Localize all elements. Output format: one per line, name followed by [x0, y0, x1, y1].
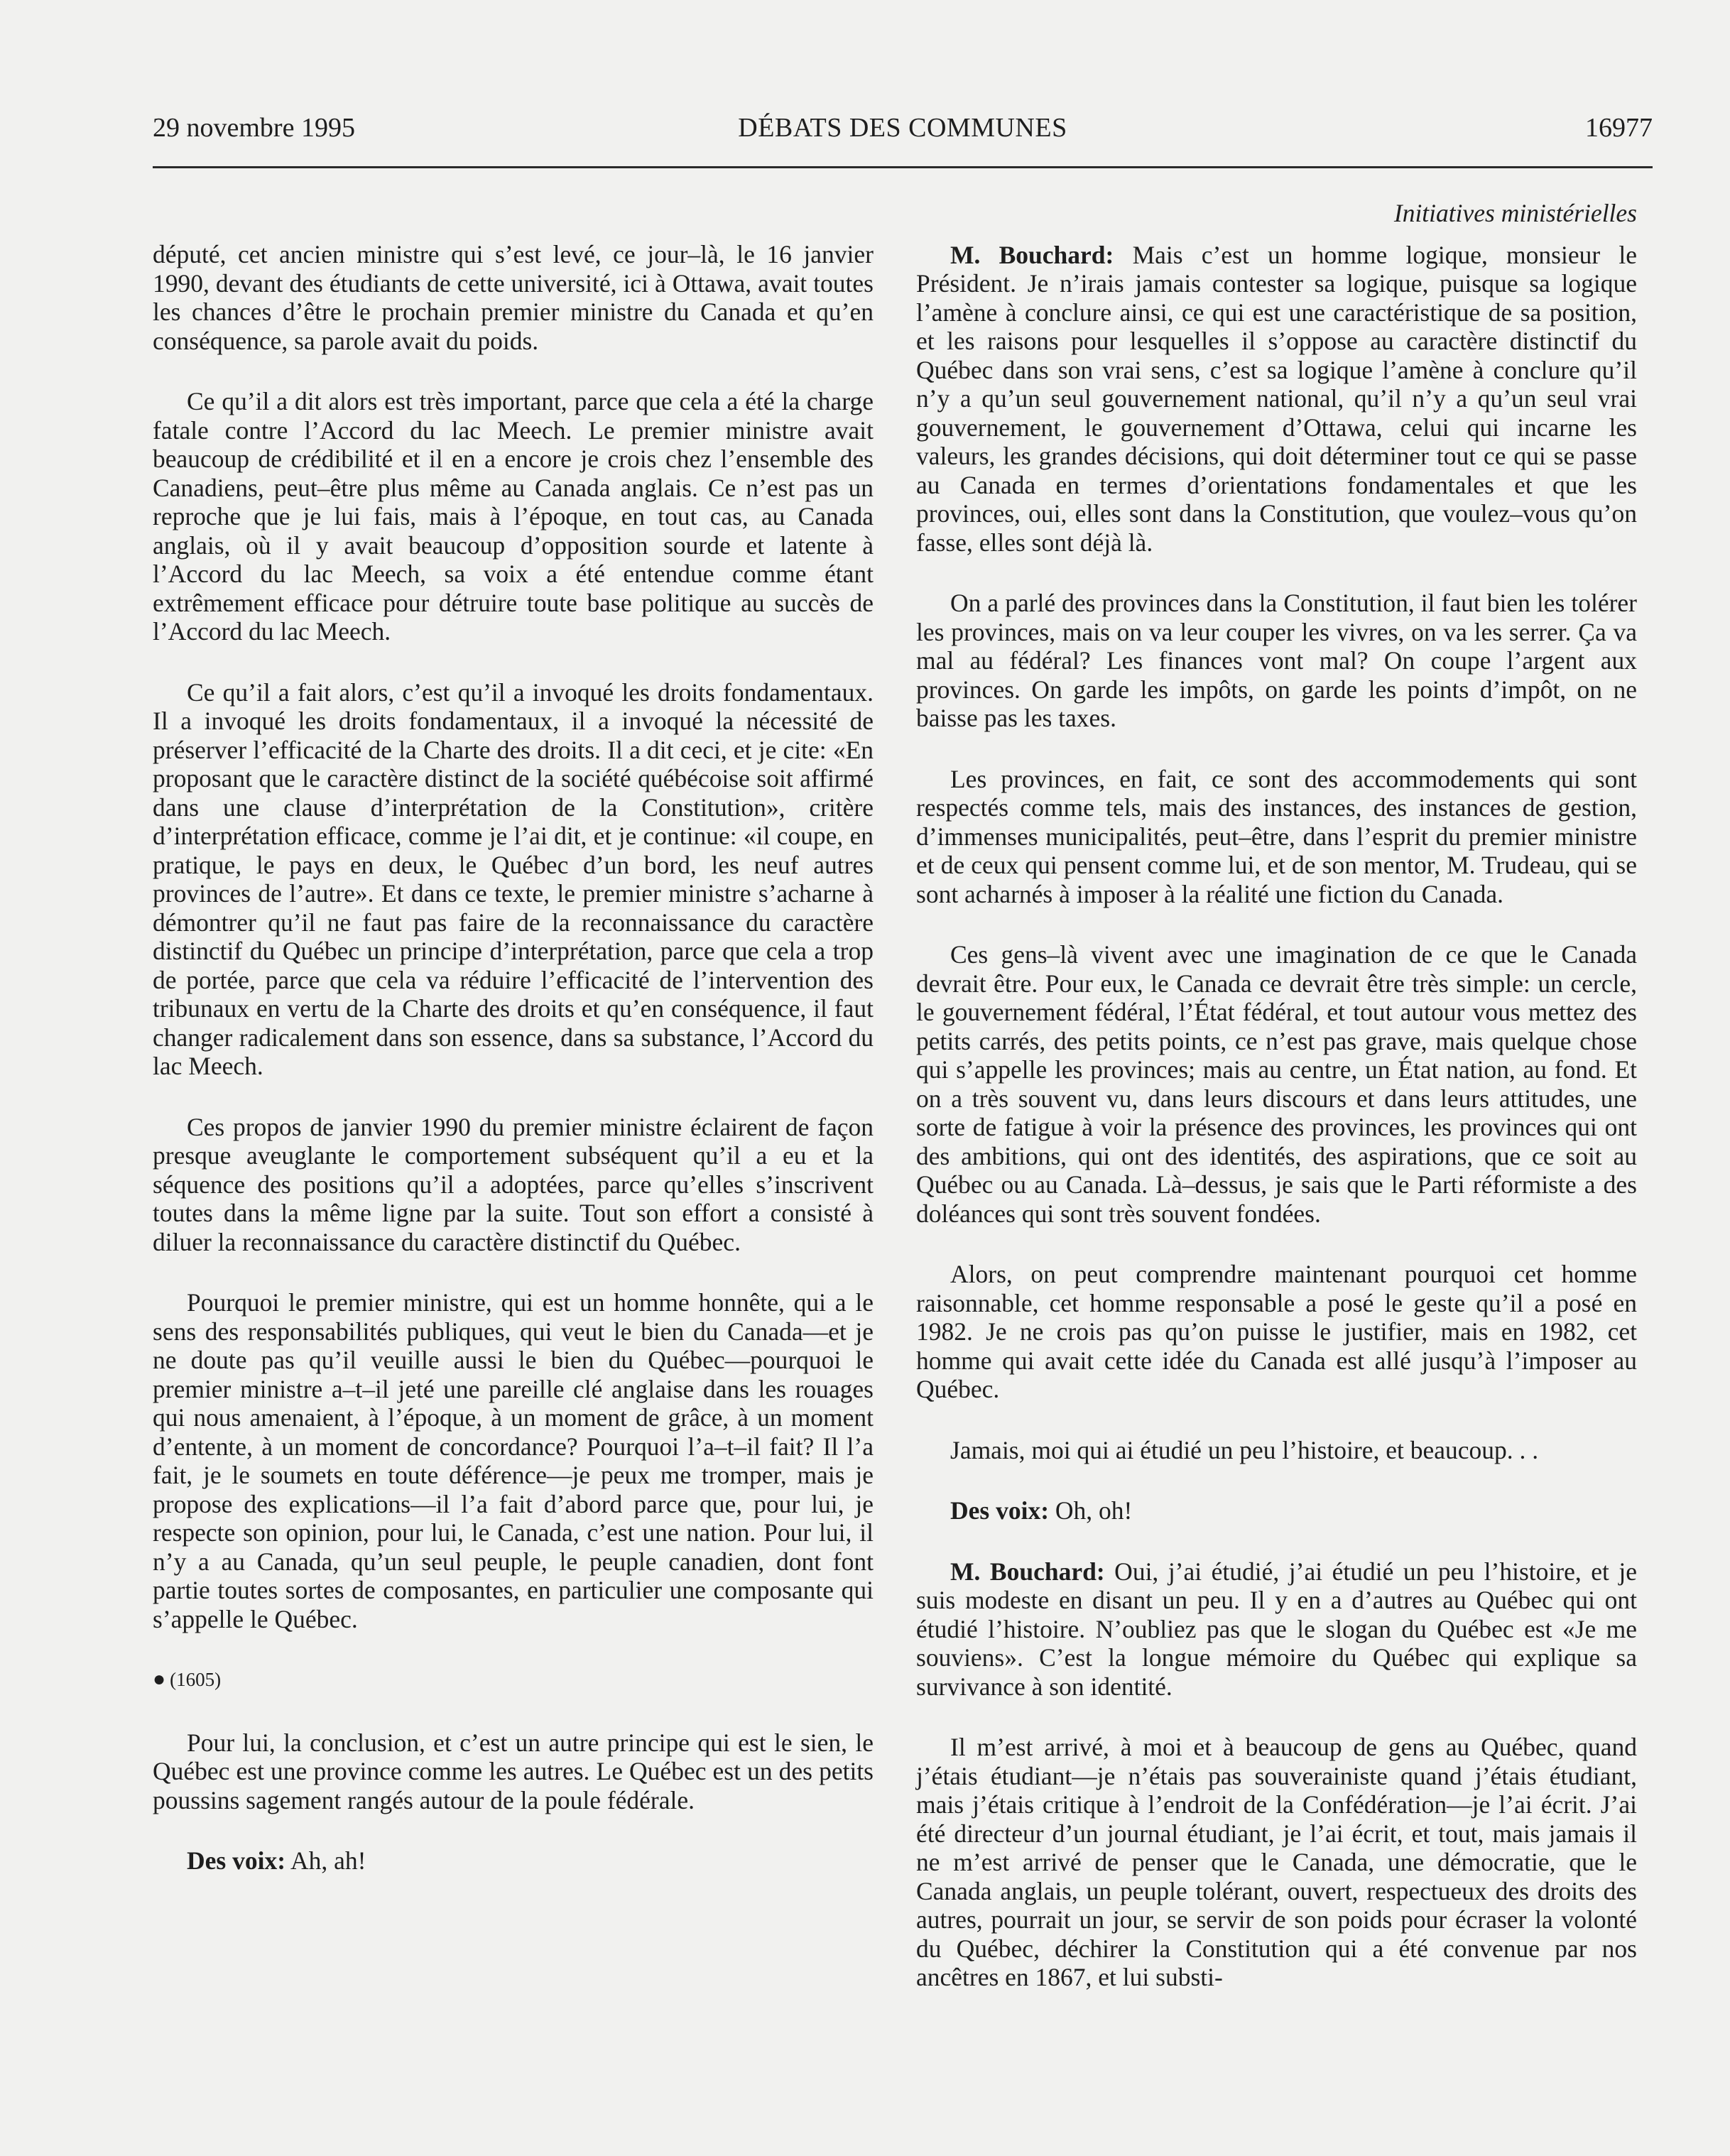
paragraph: Ces gens–là vivent avec une imagination de ce que le Canada devrait être. Pour eux, le Canada ce devrait être très simple: un cercle, le gouvernement fédéral, l’État fédéral, et tout autour vous mettez des petits carrés, des petits points, ce n’est pas grave, mais quelque chose qui s’appelle les provinces; mais au centre, un État nation, au fond. Et on a très souvent vu, dans leurs discours et dans leurs attitudes, une sorte de fatigue à voir la présence des provinces, les provinces qui ont des ambitions, qui ont des identités, des aspirations, que ce soit au Québec ou au Canada. Là–dessus, je sais que le Parti réformiste a des doléances qui sont très souvent fondées.	[916, 940, 1637, 1228]
bullet-icon: ●	[153, 1667, 166, 1691]
paragraph: Alors, on peut comprendre maintenant pourquoi cet homme raisonnable, cet homme responsable a posé le geste qu’il a posé en 1982. Je ne crois pas qu’on puisse le justifier, mais en 1982, cet homme qui avait cette idée du Canada est allé jusqu’à l’imposer au Québec.	[916, 1260, 1637, 1403]
paragraph: Ce qu’il a dit alors est très important, parce que cela a été la charge fatale contre l’Accord du lac Meech. Le premier ministre avait beaucoup de crédibilité et il en a encore je crois chez l’ensemble des Canadiens, peut–être plus même au Canada anglais. Ce n’est pas un reproche que je lui fais, mais à l’époque, en tout cas, au Canada anglais, où il y avait beaucoup d’opposition sourde et latente à l’Accord du lac Meech, sa voix a été entendue comme étant extrêmement efficace pour détruire toute base politique au succès de l’Accord du lac Meech.	[153, 387, 874, 646]
header-rule	[153, 166, 1653, 168]
paragraph: Pour lui, la conclusion, et c’est un autre principe qui est le sien, le Québec est une province comme les autres. Le Québec est un des petits poussins sagement rangés autour de la poule fédérale.	[153, 1728, 874, 1814]
header-date: 29 novembre 1995	[153, 113, 355, 143]
speaker-name: Des voix:	[187, 1846, 286, 1875]
paragraph: Jamais, moi qui ai étudié un peu l’histoire, et beaucoup. . .	[950, 1435, 1539, 1464]
speech-text: Oh, oh!	[1049, 1496, 1133, 1525]
paragraph: Il m’est arrivé, à moi et à beaucoup de gens au Québec, quand j’étais étudiant—je n’étais pas souverainiste quand j’étais étudiant, mais j’étais critique à l’endroit de la Confédération—je l’ai écrit. J’ai été directeur d’un journal étudiant, je l’ai écrit, et tout, mais jamais il ne m’est arrivé de penser que le Canada, une démocratie, que le Canada anglais, un peuple tolérant, ouvert, respectueux des droits des autres, pourrait un jour, se servir de son poids pour écraser la volonté du Québec, déchirer la Constitution qui a été convenue par nos ancêtres en 1867, et lui substi-	[916, 1733, 1637, 1991]
paragraph: député, cet ancien ministre qui s’est levé, ce jour–là, le 16 janvier 1990, devant des étudiants de cette université, ici à Ottawa, avait toutes les chances d’être le prochain premier ministre du Canada et qu’en conséquence, sa parole avait du poids.	[153, 240, 874, 355]
section-title: Initiatives ministérielles	[1393, 199, 1637, 227]
speaker-name: M. Bouchard:	[950, 1557, 1105, 1586]
paragraph: Ce qu’il a fait alors, c’est qu’il a invoqué les droits fondamentaux. Il a invoqué les droits fondamentaux, il a invoqué la nécessité de préserver l’efficacité de la Charte des droits. Il a dit ceci, et je cite: «En proposant que le caractère distinct de la société québécoise soit affirmé dans une clause d’interprétation de la Constitution», critère d’interprétation efficace, comme je l’ai dit, et je continue: «il coupe, en pratique, le pays en deux, le Québec d’un bord, les neuf autres provinces de l’autre». Et dans ce texte, le premier ministre s’acharne à démontrer qu’il ne faut pas faire de la reconnaissance du caractère distinctif du Québec un principe d’interprétation, parce que cela a trop de portée, parce que cela va réduire l’efficacité de l’intervention des tribunaux en vertu de la Charte des droits et qu’en conséquence, il faut changer radicalement dans son essence, dans sa substance, l’Accord du lac Meech.	[153, 677, 874, 1080]
time-marker	[153, 1665, 874, 1694]
left-column	[153, 240, 874, 1907]
time-marker-label: (1605)	[170, 1669, 222, 1690]
paragraph: Ces propos de janvier 1990 du premier ministre éclairent de façon presque aveuglante le comportement subséquent qu’il a eu et la séquence des positions qu’il a adoptées, parce qu’elles s’inscrivent toutes dans la même ligne par la suite. Tout son effort a consisté à diluer la reconnaissance du caractère distinctif du Québec.	[153, 1112, 874, 1256]
right-column	[916, 199, 1637, 2024]
speech	[916, 1557, 1637, 1702]
header-title: DÉBATS DES COMMUNES	[738, 113, 1067, 143]
paragraph: On a parlé des provinces dans la Constitution, il faut bien les tolérer les provinces, mais on va leur couper les vivres, on va les serrer. Ça va mal au fédéral? Les finances vont mal? On coupe l’argent aux provinces. On garde les impôts, on garde les points d’impôt, on ne baisse pas les taxes.	[916, 589, 1637, 732]
interjection	[916, 1496, 1637, 1525]
speaker-name: M. Bouchard:	[950, 240, 1114, 269]
paragraph: Pourquoi le premier ministre, qui est un homme honnête, qui a le sens des responsabilités publiques, qui veut le bien du Canada—et je ne doute pas qu’il veuille aussi le bien du Québec—pourquoi le premier ministre a–t–il jeté une pareille clé anglaise dans les rouages qui nous amenaient, à l’époque, à un moment de grâce, à un moment d’entente, à un moment de concordance? Pourquoi l’a–t–il fait? Il l’a fait, je le soumets en toute déférence—je peux me tromper, mais je propose des explications—il l’a fait d’abord parce que, pour lui, je respecte son opinion, pour lui, le Canada, c’est une nation. Pour lui, il n’y a au Canada, qu’un seul peuple, le peuple canadien, dont font partie toutes sortes de composantes, en particulier une composante qui s’appelle le Québec.	[153, 1288, 874, 1633]
speech-text: Oui, j’ai étudié, j’ai étudié un peu l’histoire, et je suis modeste en disant un peu. Il y en a d’autres au Québec qui ont étudié l’histoire. N’oubliez pas que le slogan du Québec est «Je me souviens». C’est la longue mémoire du Québec qui explique sa survivance à son identité.	[916, 1557, 1637, 1701]
paragraph: Les provinces, en fait, ce sont des accommodements qui sont respectés comme tels, mais des instances, des instances de gestion, d’immenses municipalités, peut–être, dans l’esprit du premier ministre et de ceux qui pensent comme lui, et de son mentor, M. Trudeau, qui se sont acharnés à imposer à la réalité une fiction du Canada.	[916, 764, 1637, 908]
speech	[916, 241, 1637, 557]
interjection	[153, 1846, 874, 1875]
speech-text: Ah, ah!	[285, 1846, 366, 1875]
page-number: 16977	[1585, 113, 1653, 143]
page-header	[153, 112, 1653, 155]
speaker-name: Des voix:	[950, 1496, 1050, 1525]
speech-text: Mais c’est un homme logique, monsieur le Président. Je n’irais jamais contester sa logique, puisque sa logique l’amène à conclure ainsi, ce qui est une caractéristique de sa position, et les raisons pour lesquelles il s’oppose au caractère distinctif du Québec dans son vrai sens, c’est sa logique l’amène à conclure qu’il n’y a qu’un seul gouvernement national, qu’il n’y a qu’un seul vrai gouvernement, le gouvernement d’Ottawa, celui qui incarne les valeurs, les grandes décisions, qui doit déterminer tout ce qui se passe au Canada en termes d’orientations fondamentales et que les provinces, oui, elles sont dans la Constitution, que voulez–vous qu’on fasse, elles sont déjà là.	[916, 240, 1638, 557]
